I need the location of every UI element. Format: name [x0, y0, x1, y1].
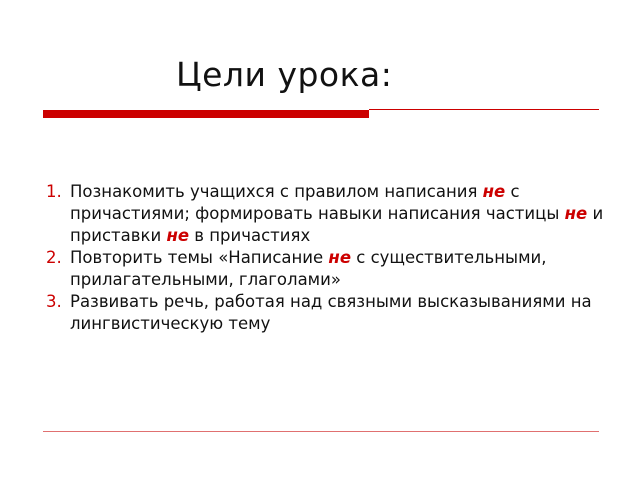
objective-item — [46, 291, 611, 335]
text-fragment: с существительными, прилагательными, глаголами» — [70, 248, 547, 289]
objective-text — [70, 247, 611, 291]
text-fragment: и приставки — [70, 204, 604, 245]
text-fragment: Развивать речь, работая над связными высказываниями на лингвистическую тему — [70, 292, 592, 333]
objective-item — [46, 181, 611, 247]
highlight-ne: не — [564, 204, 588, 223]
footer-divider — [43, 431, 599, 432]
objective-item — [46, 247, 611, 291]
objective-number: 1. — [46, 182, 62, 201]
highlight-ne: не — [166, 226, 190, 245]
objective-text — [70, 181, 611, 247]
objectives-list — [46, 181, 611, 335]
objective-number: 2. — [46, 248, 62, 267]
text-fragment: Повторить темы «Написание — [70, 248, 329, 267]
title-underline-thin — [369, 109, 599, 110]
highlight-ne: не — [328, 248, 352, 267]
highlight-ne: не — [482, 182, 506, 201]
slide-title: Цели урока: — [176, 55, 393, 94]
objective-text — [70, 291, 611, 335]
text-fragment: Познакомить учащихся с правилом написания — [70, 182, 483, 201]
text-fragment: с причастиями; формировать навыки написания частицы — [70, 182, 565, 223]
title-underline-thick — [43, 110, 369, 118]
objective-number: 3. — [46, 292, 62, 311]
text-fragment: в причастиях — [189, 226, 311, 245]
